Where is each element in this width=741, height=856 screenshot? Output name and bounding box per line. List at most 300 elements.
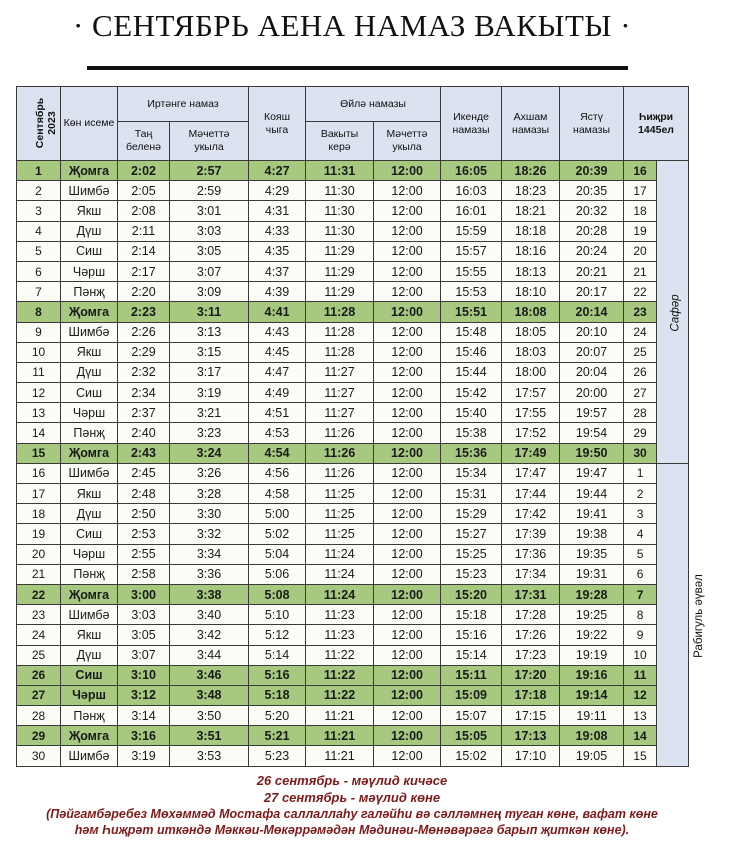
day-number: 5 [17,241,61,261]
afternoon-time: 15:31 [441,484,502,504]
day-number: 6 [17,261,61,281]
noon-time: 11:29 [306,241,374,261]
afternoon-time: 16:05 [441,161,502,181]
evening-time: 17:44 [502,484,560,504]
day-number: 14 [17,423,61,443]
hijri-day: 28 [624,403,657,423]
evening-time: 17:23 [502,645,560,665]
noon-time: 11:27 [306,362,374,382]
dawn-time: 2:14 [118,241,170,261]
afternoon-time: 15:27 [441,524,502,544]
hijri-header: Һиҗри 1445ел [624,87,689,161]
sunrise-time: 4:37 [249,261,306,281]
sunrise-time: 5:12 [249,625,306,645]
hijri-day: 1 [624,463,657,483]
weekday-name: Якш [61,625,118,645]
hijri-month-label [657,161,689,464]
table-row [17,282,689,302]
table-row [17,625,689,645]
night-time: 20:00 [560,383,624,403]
night-time: 19:31 [560,564,624,584]
sunrise-time: 4:39 [249,282,306,302]
sunrise-time: 4:56 [249,463,306,483]
sunrise-time: 4:58 [249,484,306,504]
noon-time: 11:25 [306,504,374,524]
mosque-noon-time: 12:00 [374,625,441,645]
hijri-day: 17 [624,181,657,201]
table-row [17,221,689,241]
afternoon-time: 15:05 [441,726,502,746]
footer-line-4: һәм Һиҗрәт иткәндә Мәккәи-Мөкәррәмәдән Мәдинәи-Мөнәвәрәгә барып җиткән көне). [74,823,630,837]
noon-time: 11:28 [306,302,374,322]
sunrise-time: 4:54 [249,443,306,463]
mosque-morning-time: 3:05 [170,241,249,261]
dawn-time: 2:48 [118,484,170,504]
noon-time: 11:29 [306,282,374,302]
mosque-noon-time: 12:00 [374,201,441,221]
sunrise-time: 5:18 [249,685,306,705]
sunrise-time: 5:20 [249,706,306,726]
evening-time: 17:15 [502,706,560,726]
evening-prayer-header: Ахшам намазы [502,87,560,161]
night-time: 20:17 [560,282,624,302]
evening-time: 17:34 [502,564,560,584]
dawn-time: 3:19 [118,746,170,766]
evening-time: 18:16 [502,241,560,261]
afternoon-time: 15:44 [441,362,502,382]
hijri-day: 3 [624,504,657,524]
hijri-day: 23 [624,302,657,322]
weekday-name: Пәнҗ [61,282,118,302]
hijri-day: 5 [624,544,657,564]
weekday-name: Җомга [61,726,118,746]
hijri-day: 21 [624,261,657,281]
night-time: 19:22 [560,625,624,645]
noon-time: 11:23 [306,605,374,625]
mosque-noon-time: 12:00 [374,443,441,463]
mosque-morning-time: 3:09 [170,282,249,302]
mosque-morning-time: 3:01 [170,201,249,221]
table-row [17,685,689,705]
night-time: 19:41 [560,504,624,524]
day-number: 11 [17,362,61,382]
noon-time: 11:27 [306,403,374,423]
hijri-day: 24 [624,322,657,342]
table-row [17,383,689,403]
title-underline [87,66,628,70]
day-number: 18 [17,504,61,524]
mosque-noon-time: 12:00 [374,685,441,705]
noon-prayer-header: Өйлә намазы [306,87,441,122]
weekday-name: Сиш [61,524,118,544]
weekday-name: Дүш [61,645,118,665]
hijri-month-name: Рабигуль әүвәл [692,573,705,658]
mosque-morning-time: 3:38 [170,584,249,604]
dawn-time: 2:26 [118,322,170,342]
noon-time: 11:30 [306,201,374,221]
mosque-morning-time: 3:36 [170,564,249,584]
mosque-morning-time: 3:11 [170,302,249,322]
weekday-name: Чәрш [61,685,118,705]
table-row [17,181,689,201]
day-number: 23 [17,605,61,625]
hijri-day: 4 [624,524,657,544]
afternoon-time: 16:03 [441,181,502,201]
afternoon-time: 15:11 [441,665,502,685]
afternoon-time: 15:48 [441,322,502,342]
mosque-noon-time: 12:00 [374,322,441,342]
weekday-name: Шимбә [61,463,118,483]
weekday-name: Чәрш [61,403,118,423]
weekday-name: Шимбә [61,181,118,201]
mosque-morning-time: 3:46 [170,665,249,685]
night-time: 19:25 [560,605,624,625]
day-number: 24 [17,625,61,645]
weekday-name: Сиш [61,665,118,685]
sunrise-time: 5:04 [249,544,306,564]
dawn-time: 3:12 [118,685,170,705]
mosque-noon-time: 12:00 [374,463,441,483]
table-row [17,504,689,524]
weekday-name: Якш [61,201,118,221]
afternoon-time: 15:57 [441,241,502,261]
dawn-time: 2:29 [118,342,170,362]
night-time: 20:39 [560,161,624,181]
morning-prayer-header: Иртәнге намаз [118,87,249,122]
hijri-day: 12 [624,685,657,705]
night-time: 20:28 [560,221,624,241]
night-time: 19:47 [560,463,624,483]
mosque-morning-time: 3:40 [170,605,249,625]
evening-time: 17:31 [502,584,560,604]
sunrise-time: 4:51 [249,403,306,423]
dawn-time: 2:17 [118,261,170,281]
mosque-noon-time: 12:00 [374,484,441,504]
sunrise-time: 5:21 [249,726,306,746]
night-time: 19:19 [560,645,624,665]
day-number: 1 [17,161,61,181]
night-time: 19:14 [560,685,624,705]
weekday-name: Шимбә [61,322,118,342]
table-row [17,726,689,746]
weekday-name: Сиш [61,383,118,403]
sunrise-time: 5:02 [249,524,306,544]
weekday-name: Якш [61,342,118,362]
afternoon-time: 15:42 [441,383,502,403]
noon-time: 11:21 [306,726,374,746]
evening-time: 18:08 [502,302,560,322]
sunrise-time: 4:43 [249,322,306,342]
mosque-morning-time: 3:03 [170,221,249,241]
afternoon-time: 15:51 [441,302,502,322]
weekday-name: Пәнҗ [61,564,118,584]
day-number: 28 [17,706,61,726]
mosque-morning-time: 3:50 [170,706,249,726]
table-row [17,605,689,625]
dawn-time: 2:43 [118,443,170,463]
night-prayer-header: Ястү намазы [560,87,624,161]
afternoon-time: 15:38 [441,423,502,443]
page-title: · СЕНТЯБРЬ АЕНА НАМАЗ ВАКЫТЫ · [72,8,632,43]
evening-time: 17:39 [502,524,560,544]
dawn-time: 2:05 [118,181,170,201]
noon-time: 11:28 [306,342,374,362]
hijri-day: 2 [624,484,657,504]
hijri-month-name: Сафәр [669,294,682,332]
sunrise-time: 4:45 [249,342,306,362]
noon-time-header: Вакыты керә [306,122,374,161]
mosque-morning-time: 3:34 [170,544,249,564]
evening-time: 17:20 [502,665,560,685]
afternoon-time: 15:36 [441,443,502,463]
hijri-day: 9 [624,625,657,645]
mosque-noon-time: 12:00 [374,261,441,281]
noon-time: 11:30 [306,181,374,201]
sunrise-time: 5:08 [249,584,306,604]
table-row [17,706,689,726]
mosque-noon-time: 12:00 [374,383,441,403]
night-time: 19:28 [560,584,624,604]
dawn-header: Таң беленә [118,122,170,161]
hijri-day: 6 [624,564,657,584]
night-time: 20:35 [560,181,624,201]
mosque-noon-time: 12:00 [374,302,441,322]
prayer-times-table [16,86,705,767]
evening-time: 17:26 [502,625,560,645]
table-row [17,342,689,362]
table-row [17,403,689,423]
noon-time: 11:26 [306,443,374,463]
hijri-day: 19 [624,221,657,241]
hijri-day: 10 [624,645,657,665]
mosque-noon-time: 12:00 [374,221,441,241]
sunrise-time: 5:14 [249,645,306,665]
night-time: 20:21 [560,261,624,281]
night-time: 20:14 [560,302,624,322]
mosque-noon-time: 12:00 [374,524,441,544]
evening-time: 18:26 [502,161,560,181]
mosque-noon-time: 12:00 [374,726,441,746]
mosque-noon-time: 12:00 [374,282,441,302]
evening-time: 18:18 [502,221,560,241]
noon-time: 11:24 [306,564,374,584]
day-number: 20 [17,544,61,564]
mosque-morning-time: 3:19 [170,383,249,403]
mosque-noon-time: 12:00 [374,665,441,685]
mosque-morning-time: 3:26 [170,463,249,483]
mosque-morning-time: 3:51 [170,726,249,746]
weekday-name: Пәнҗ [61,423,118,443]
mosque-morning-time: 3:30 [170,504,249,524]
table-row [17,261,689,281]
mosque-morning-time: 3:23 [170,423,249,443]
mosque-morning-time: 3:17 [170,362,249,382]
weekday-name: Җомга [61,443,118,463]
sunrise-time: 5:23 [249,746,306,766]
table-row [17,645,689,665]
night-time: 20:32 [560,201,624,221]
evening-time: 17:55 [502,403,560,423]
day-number: 7 [17,282,61,302]
noon-time: 11:21 [306,706,374,726]
afternoon-time: 15:46 [441,342,502,362]
day-number: 15 [17,443,61,463]
dawn-time: 2:02 [118,161,170,181]
hijri-day: 11 [624,665,657,685]
dawn-time: 2:08 [118,201,170,221]
sunrise-time: 4:53 [249,423,306,443]
mosque-noon-time: 12:00 [374,706,441,726]
dawn-time: 3:10 [118,665,170,685]
dawn-time: 3:14 [118,706,170,726]
weekday-name: Якш [61,484,118,504]
afternoon-time: 15:34 [441,463,502,483]
dawn-time: 3:03 [118,605,170,625]
night-time: 19:50 [560,443,624,463]
table-row [17,241,689,261]
night-time: 19:05 [560,746,624,766]
mosque-morning-time: 3:28 [170,484,249,504]
hijri-day: 25 [624,342,657,362]
day-number: 17 [17,484,61,504]
weekday-name: Чәрш [61,544,118,564]
sunrise-time: 4:41 [249,302,306,322]
sunrise-time: 5:00 [249,504,306,524]
day-number: 19 [17,524,61,544]
weekday-header: Көн исеме [61,87,118,161]
sunrise-time: 4:35 [249,241,306,261]
day-number: 12 [17,383,61,403]
noon-time: 11:23 [306,625,374,645]
mosque-morning-time: 3:13 [170,322,249,342]
mosque-morning-header: Мәчеттә укыла [170,122,249,161]
dawn-time: 2:45 [118,463,170,483]
mosque-morning-time: 3:48 [170,685,249,705]
hijri-day: 14 [624,726,657,746]
dawn-time: 3:00 [118,584,170,604]
afternoon-time: 15:09 [441,685,502,705]
night-time: 20:04 [560,362,624,382]
day-number: 8 [17,302,61,322]
noon-time: 11:30 [306,221,374,241]
day-number: 10 [17,342,61,362]
hijri-day: 22 [624,282,657,302]
table-row [17,564,689,584]
evening-time: 18:03 [502,342,560,362]
table-row [17,746,689,766]
night-time: 19:38 [560,524,624,544]
weekday-name: Дүш [61,504,118,524]
mosque-morning-time: 3:42 [170,625,249,645]
evening-time: 17:47 [502,463,560,483]
mosque-morning-time: 3:53 [170,746,249,766]
evening-time: 18:00 [502,362,560,382]
footer-notes [0,772,704,838]
mosque-morning-time: 3:32 [170,524,249,544]
hijri-day: 30 [624,443,657,463]
weekday-name: Дүш [61,221,118,241]
hijri-day: 29 [624,423,657,443]
weekday-name: Дүш [61,362,118,382]
afternoon-time: 15:07 [441,706,502,726]
month-header [17,87,61,161]
sunrise-header: Кояш чыга [249,87,306,161]
day-number: 2 [17,181,61,201]
noon-time: 11:28 [306,322,374,342]
month-header-label: Сентябрь 2023 [34,97,58,149]
table-row [17,201,689,221]
noon-time: 11:27 [306,383,374,403]
dawn-time: 2:11 [118,221,170,241]
dawn-time: 3:05 [118,625,170,645]
mosque-noon-time: 12:00 [374,645,441,665]
sunrise-time: 4:33 [249,221,306,241]
mosque-noon-time: 12:00 [374,241,441,261]
night-time: 19:08 [560,726,624,746]
evening-time: 17:49 [502,443,560,463]
hijri-day: 26 [624,362,657,382]
afternoon-time: 15:25 [441,544,502,564]
noon-time: 11:24 [306,544,374,564]
footer-line-3: (Пәйгамбәребез Мөхәммәд Мостафа саллаллаһу галәйһи вә сәлләмнең туган көне, вафат көне [46,807,658,821]
day-number: 16 [17,463,61,483]
evening-time: 17:52 [502,423,560,443]
prayer-times-body [17,161,705,767]
noon-time: 11:26 [306,463,374,483]
mosque-noon-time: 12:00 [374,544,441,564]
day-number: 29 [17,726,61,746]
evening-time: 18:10 [502,282,560,302]
afternoon-time: 16:01 [441,201,502,221]
evening-time: 17:28 [502,605,560,625]
evening-time: 18:05 [502,322,560,342]
dawn-time: 2:32 [118,362,170,382]
weekday-name: Җомга [61,302,118,322]
dawn-time: 2:20 [118,282,170,302]
mosque-morning-time: 2:57 [170,161,249,181]
noon-time: 11:22 [306,645,374,665]
hijri-day: 27 [624,383,657,403]
day-number: 25 [17,645,61,665]
weekday-name: Җомга [61,161,118,181]
mosque-morning-time: 3:07 [170,261,249,281]
day-number: 30 [17,746,61,766]
mosque-morning-time: 3:21 [170,403,249,423]
table-row [17,544,689,564]
mosque-morning-time: 2:59 [170,181,249,201]
day-number: 22 [17,584,61,604]
night-time: 19:11 [560,706,624,726]
evening-time: 18:13 [502,261,560,281]
hijri-day: 7 [624,584,657,604]
noon-time: 11:29 [306,261,374,281]
evening-time: 17:18 [502,685,560,705]
noon-time: 11:24 [306,584,374,604]
mosque-noon-time: 12:00 [374,362,441,382]
afternoon-time: 15:55 [441,261,502,281]
mosque-morning-time: 3:44 [170,645,249,665]
footer-line-2: 27 сентябрь - мәүлид көне [263,790,441,805]
afternoon-time: 15:18 [441,605,502,625]
sunrise-time: 4:27 [249,161,306,181]
mosque-morning-time: 3:24 [170,443,249,463]
evening-time: 18:21 [502,201,560,221]
table-row [17,161,689,181]
noon-time: 11:26 [306,423,374,443]
day-number: 21 [17,564,61,584]
dawn-time: 2:37 [118,403,170,423]
noon-time: 11:25 [306,484,374,504]
